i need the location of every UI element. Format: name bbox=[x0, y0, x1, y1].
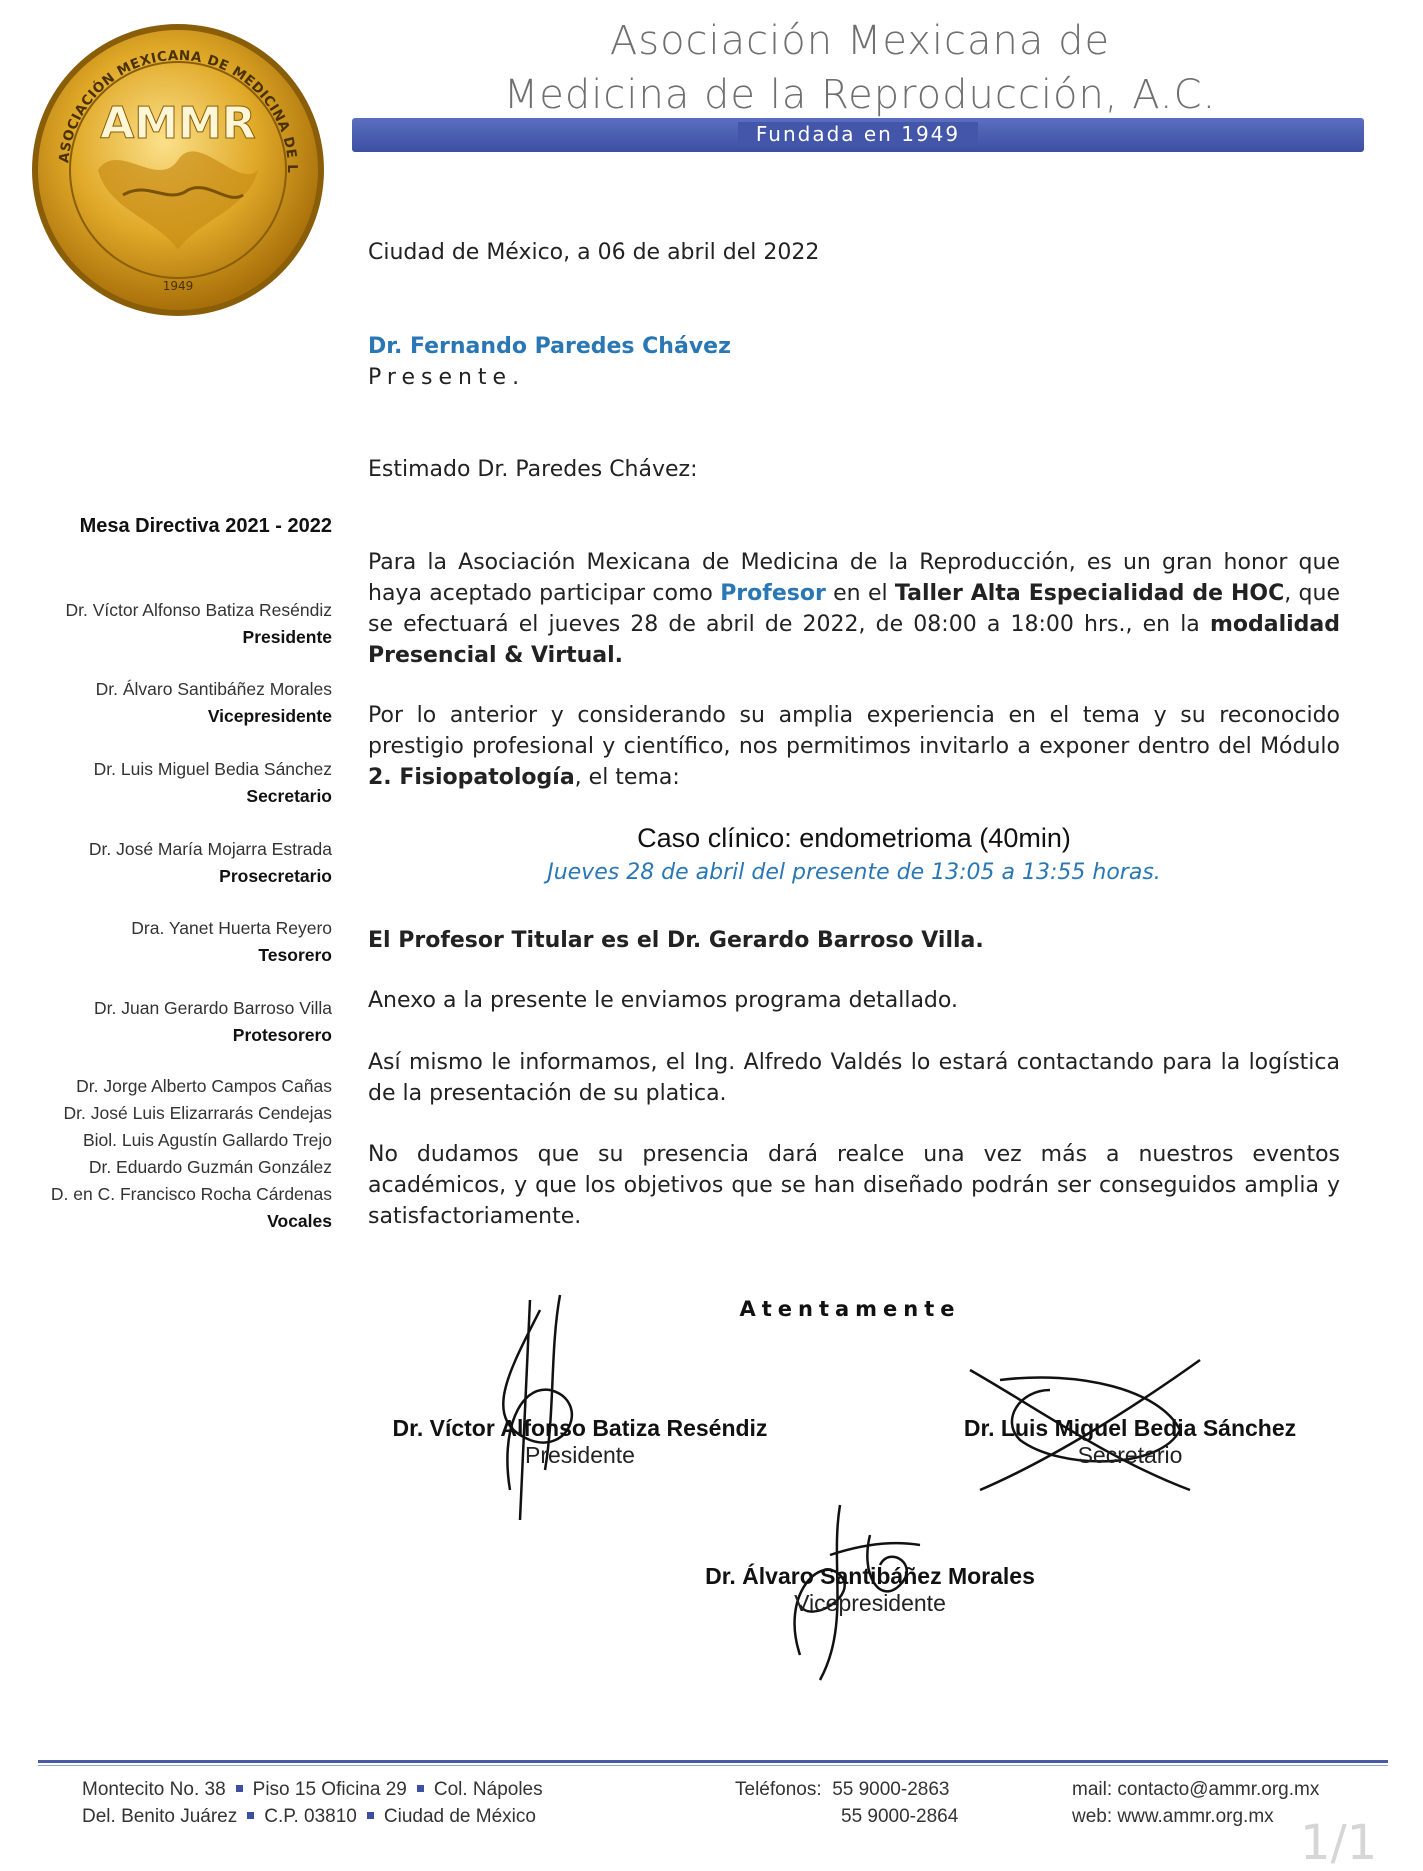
board-member bbox=[10, 915, 332, 969]
recipient-presente: Presente. bbox=[368, 365, 526, 390]
board-member bbox=[10, 836, 332, 890]
ammr-seal-logo bbox=[28, 20, 328, 320]
organization-title-line2: Medicina de la Reproducción, A.C. bbox=[503, 72, 1217, 118]
paragraph-text: Para la Asociación Mexicana de Medicina de la Reproducción, es un gran honor que haya aceptado participar como bbox=[368, 550, 1340, 606]
modality: modalidad Presencial & Virtual. bbox=[368, 612, 1340, 668]
board-vocales bbox=[10, 1073, 332, 1235]
closing-atentamente: Atentamente bbox=[739, 1297, 961, 1321]
signature-block bbox=[380, 1415, 780, 1469]
titular-professor: El Profesor Titular es el Dr. Gerardo Barroso Villa. bbox=[368, 928, 984, 953]
board-member-role: Presidente bbox=[242, 627, 332, 647]
board-member-name: Dr. Víctor Alfonso Batiza Reséndiz bbox=[65, 600, 332, 620]
contact-website[interactable]: web: www.ammr.org.mx bbox=[1072, 1806, 1274, 1827]
bullet-square-icon bbox=[247, 1812, 254, 1819]
footer-phones bbox=[735, 1776, 958, 1830]
vocal-name: Dr. Jorge Alberto Campos Cañas bbox=[76, 1076, 332, 1096]
board-member-name: Dra. Yanet Huerta Reyero bbox=[131, 918, 332, 938]
organization-title bbox=[360, 14, 1360, 122]
seal-ring-text: ASOCIACIÓN MEXICANA DE MEDICINA DE L bbox=[56, 47, 301, 174]
paragraph-module bbox=[368, 700, 1340, 793]
letter-date: Ciudad de México, a 06 de abril del 2022 bbox=[368, 240, 820, 265]
board-member bbox=[10, 676, 332, 730]
paragraph-closing: No dudamos que su presencia dará realce una vez más a nuestros eventos académicos, y que los objetivos que se han diseñado podrán ser conseguidos amplia y satisfactoriamente. bbox=[368, 1142, 1340, 1229]
module-name: 2. Fisiopatología bbox=[368, 765, 575, 790]
vocal-name: Dr. Eduardo Guzmán González bbox=[88, 1157, 332, 1177]
signer-role: Secretario bbox=[1077, 1442, 1183, 1468]
phone-number: 55 9000-2863 bbox=[832, 1779, 950, 1800]
bullet-square-icon bbox=[236, 1785, 243, 1792]
board-member-role: Tesorero bbox=[258, 945, 332, 965]
board-member-role: Vicepresidente bbox=[207, 706, 332, 726]
address-part: Montecito No. 38 bbox=[82, 1779, 226, 1800]
contact-email[interactable]: mail: contacto@ammr.org.mx bbox=[1072, 1779, 1320, 1800]
footer-contact bbox=[1072, 1776, 1319, 1830]
paragraph-text: , que se efectuará el jueves 28 de abril de 2022, de 08:00 a 18:00 hrs., en la bbox=[368, 581, 1340, 637]
phones-label: Teléfonos: bbox=[735, 1779, 822, 1800]
bullet-square-icon bbox=[367, 1812, 374, 1819]
signer-name: Dr. Álvaro Santibáñez Morales bbox=[705, 1563, 1035, 1589]
address-part: Del. Benito Juárez bbox=[82, 1806, 238, 1827]
paragraph-text: , el tema: bbox=[574, 765, 680, 790]
address-part: Piso 15 Oficina 29 bbox=[252, 1779, 407, 1800]
workshop-name: Taller Alta Especialidad de HOC bbox=[894, 581, 1285, 606]
letter-greeting: Estimado Dr. Paredes Chávez: bbox=[368, 457, 698, 482]
footer-divider-thin bbox=[38, 1765, 1388, 1766]
board-member-name: Dr. Luis Miguel Bedia Sánchez bbox=[93, 759, 332, 779]
board-member bbox=[10, 995, 332, 1049]
signature-block bbox=[670, 1563, 1070, 1617]
seal-year: 1949 bbox=[162, 279, 194, 293]
signer-name: Dr. Víctor Alfonso Batiza Reséndiz bbox=[392, 1415, 768, 1441]
board-member-name: Dr. Juan Gerardo Barroso Villa bbox=[94, 998, 332, 1018]
signer-role: Vicepresidente bbox=[794, 1590, 946, 1616]
paragraph-invitation bbox=[368, 547, 1340, 671]
organization-title-line1: Asociación Mexicana de bbox=[609, 18, 1111, 64]
paragraph-annex: Anexo a la presente le enviamos programa detallado. bbox=[368, 988, 958, 1013]
signature-president-scribble bbox=[470, 1290, 610, 1530]
signer-role: Presidente bbox=[525, 1442, 635, 1468]
page-number: 1/1 bbox=[1300, 1815, 1378, 1871]
paragraph-contact: Así mismo le informamos, el Ing. Alfredo Valdés lo estará contactando para la logística de la presentación de su platica. bbox=[368, 1050, 1340, 1106]
board-member bbox=[10, 597, 332, 651]
vocales-role: Vocales bbox=[267, 1211, 332, 1231]
role-highlight: Profesor bbox=[720, 581, 826, 606]
founded-band bbox=[352, 118, 1364, 152]
vocal-name: Biol. Luis Agustín Gallardo Trejo bbox=[82, 1130, 332, 1150]
board-member bbox=[10, 756, 332, 810]
bullet-square-icon bbox=[417, 1785, 424, 1792]
founded-text: Fundada en 1949 bbox=[738, 122, 978, 146]
signer-name: Dr. Luis Miguel Bedia Sánchez bbox=[963, 1415, 1297, 1441]
board-heading: Mesa Directiva 2021 - 2022 bbox=[79, 515, 332, 537]
address-part: C.P. 03810 bbox=[264, 1806, 357, 1827]
recipient-name: Dr. Fernando Paredes Chávez bbox=[368, 334, 731, 359]
paragraph-text: Por lo anterior y considerando su amplia experiencia en el tema y su reconocido prestigio profesional y científico, nos permitimos invitarlo a exponer dentro del Módulo bbox=[368, 703, 1340, 759]
address-part: Col. Nápoles bbox=[433, 1779, 543, 1800]
address-part: Ciudad de México bbox=[383, 1806, 536, 1827]
board-member-name: Dr. Álvaro Santibáñez Morales bbox=[95, 679, 332, 699]
paragraph-text: en el bbox=[825, 581, 895, 606]
board-member-role: Prosecretario bbox=[219, 866, 332, 886]
signature-block bbox=[910, 1415, 1350, 1469]
footer-address bbox=[82, 1776, 543, 1830]
vocal-name: Dr. José Luis Elizarrarás Cendejas bbox=[63, 1103, 332, 1123]
board-member-name: Dr. José María Mojarra Estrada bbox=[88, 839, 332, 859]
board-member-role: Protesorero bbox=[232, 1025, 332, 1045]
board-member-role: Secretario bbox=[246, 786, 332, 806]
vocal-name: D. en C. Francisco Rocha Cárdenas bbox=[50, 1184, 332, 1204]
topic-time: Jueves 28 de abril del presente de 13:05 a 13:55 horas. bbox=[547, 860, 1161, 885]
phone-number: 55 9000-2864 bbox=[841, 1806, 959, 1827]
seal-acronym: AMMR bbox=[100, 98, 256, 149]
topic-title: Caso clínico: endometrioma (40min) bbox=[637, 823, 1071, 853]
footer-divider bbox=[38, 1760, 1388, 1763]
